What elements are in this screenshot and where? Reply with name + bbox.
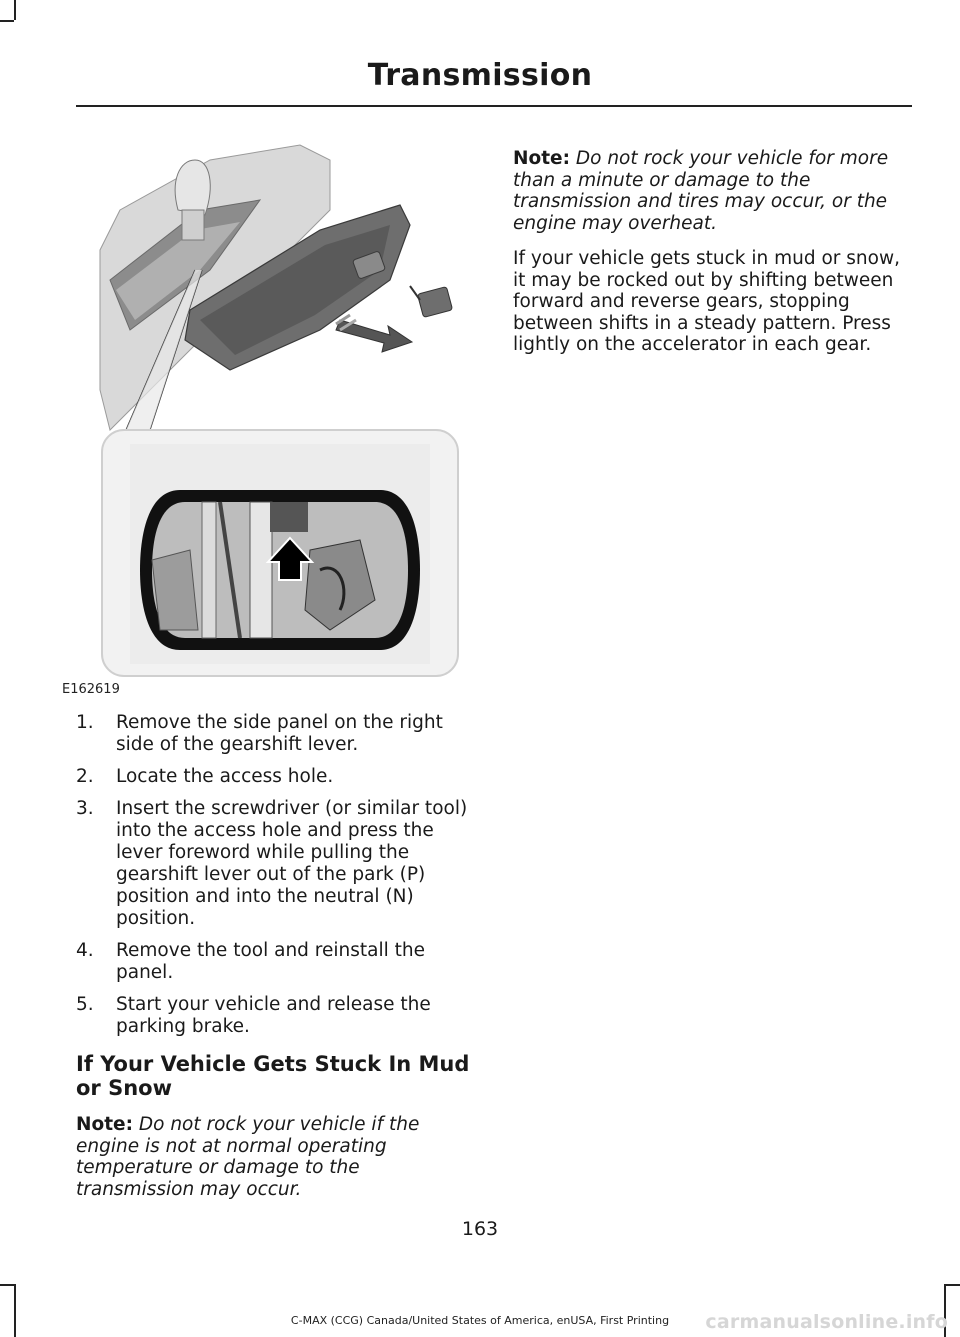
watermark: carmanualsonline.info [705, 1311, 948, 1333]
crop-mark [946, 1284, 960, 1286]
left-column [76, 712, 476, 1214]
footer-edition-text: C-MAX (CCG) Canada/United States of America, enUSA, First Printing [290, 1314, 670, 1327]
list-item [76, 798, 476, 930]
note-label: Note: [513, 148, 570, 169]
procedure-steps [76, 712, 476, 1038]
list-item [76, 712, 476, 756]
page-title: Transmission [367, 58, 593, 93]
figure-code: E162619 [62, 682, 120, 697]
list-item [76, 994, 476, 1038]
gearshift-panel-illustration [90, 130, 470, 700]
step-text: Locate the access hole. [116, 766, 334, 787]
step-text: Insert the screwdriver (or similar tool) into the access hole and press the lever foreword while pulling the gearshift lever out of the park (P) position and into the neutral (N) position. [116, 798, 468, 929]
step-text: Remove the tool and reinstall the panel. [116, 940, 425, 983]
body-paragraph: If your vehicle gets stuck in mud or snow, it may be rocked out by shifting between forward and reverse gears, stopping between shifts in a steady pattern. Press lightly on the accelerator in each gear. [513, 248, 900, 355]
note-text: Do not rock your vehicle for more than a minute or damage to the transmission and tires may occur, or the engine may overheat. [513, 148, 889, 234]
step-number: 1. [76, 712, 94, 733]
right-column [513, 148, 903, 370]
crop-mark [0, 1284, 14, 1286]
step-number: 2. [76, 766, 94, 787]
step-number: 4. [76, 940, 94, 961]
list-item [76, 766, 476, 788]
list-item [76, 940, 476, 984]
header-divider [76, 105, 912, 107]
step-text: Start your vehicle and release the parking brake. [116, 994, 431, 1037]
step-number: 3. [76, 798, 94, 819]
section-heading: If Your Vehicle Gets Stuck In Mud or Snow [76, 1052, 470, 1100]
step-text: Remove the side panel on the right side of the gearshift lever. [116, 712, 443, 755]
crop-mark [0, 20, 14, 22]
crop-mark [14, 0, 16, 20]
note-label: Note: [76, 1114, 133, 1135]
note-engine-temperature [76, 1114, 476, 1200]
page-number: 163 [461, 1218, 499, 1240]
note-rocking-duration [513, 148, 903, 234]
crop-mark [14, 1284, 16, 1337]
note-text: Do not rock your vehicle if the engine is not at normal operating temperature or damage to the transmission may occur. [76, 1114, 420, 1200]
step-number: 5. [76, 994, 94, 1015]
